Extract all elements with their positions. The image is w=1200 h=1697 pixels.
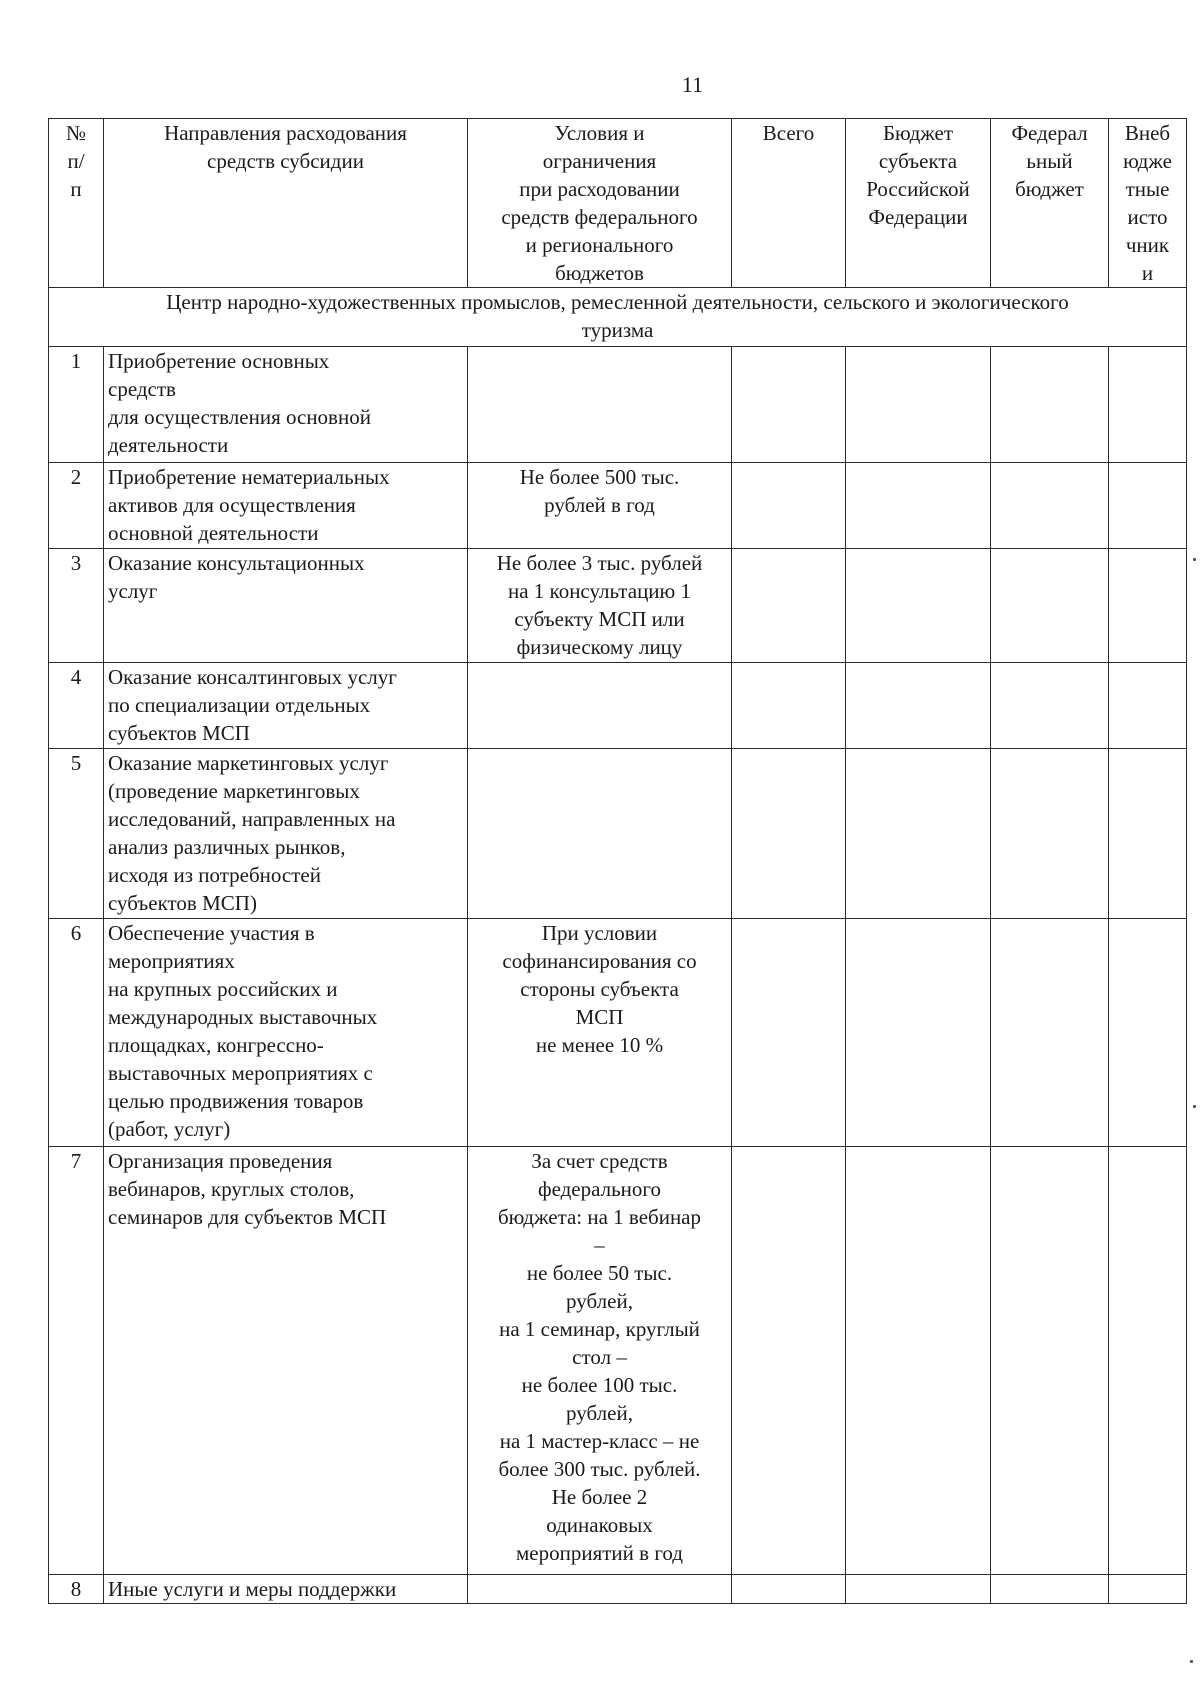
- row-extrabudgetary: [1109, 1575, 1187, 1604]
- row-direction: Оказание маркетинговых услуг (проведение маркетинговых исследований, направленных на анализ различных рынков, исходя из потребностей субъектов МСП): [104, 749, 468, 919]
- subsidy-expenditure-table: [48, 118, 1187, 1604]
- table-row: [49, 463, 1187, 549]
- row-extrabudgetary: [1109, 663, 1187, 749]
- row-number: 6: [49, 919, 104, 1147]
- row-federal-budget: [991, 549, 1109, 663]
- row-total: [732, 463, 846, 549]
- section-title: Центр народно-художественных промыслов, ремесленной деятельности, сельского и экологического туризма: [49, 288, 1187, 347]
- row-federal-budget: [991, 347, 1109, 463]
- header-regional-budget: Бюджет субъекта Российской Федерации: [846, 119, 991, 288]
- row-federal-budget: [991, 1147, 1109, 1575]
- row-total: [732, 663, 846, 749]
- row-regional-budget: [846, 549, 991, 663]
- section-row: [49, 288, 1187, 347]
- row-total: [732, 347, 846, 463]
- row-direction: Иные услуги и меры поддержки: [104, 1575, 468, 1604]
- row-number: 5: [49, 749, 104, 919]
- scan-speck: [1190, 1660, 1193, 1663]
- header-conditions: Условия и ограничения при расходовании средств федерального и регионального бюджетов: [468, 119, 732, 288]
- header-direction: Направления расходования средств субсидии: [104, 119, 468, 288]
- table-row: [49, 919, 1187, 1147]
- row-extrabudgetary: [1109, 1147, 1187, 1575]
- row-federal-budget: [991, 663, 1109, 749]
- row-regional-budget: [846, 749, 991, 919]
- row-number: 8: [49, 1575, 104, 1604]
- header-number: № п/ п: [49, 119, 104, 288]
- row-conditions: [468, 663, 732, 749]
- row-direction: Оказание консалтинговых услуг по специализации отдельных субъектов МСП: [104, 663, 468, 749]
- row-extrabudgetary: [1109, 549, 1187, 663]
- row-regional-budget: [846, 1147, 991, 1575]
- table-row: [49, 749, 1187, 919]
- row-direction: Обеспечение участия в мероприятиях на крупных российских и международных выставочных площадках, конгрессно- выставочных мероприятиях с целью продвижения товаров (работ, услуг): [104, 919, 468, 1147]
- row-extrabudgetary: [1109, 347, 1187, 463]
- row-total: [732, 919, 846, 1147]
- row-regional-budget: [846, 347, 991, 463]
- table-row: [49, 663, 1187, 749]
- row-federal-budget: [991, 749, 1109, 919]
- page-number: 11: [681, 72, 704, 97]
- row-regional-budget: [846, 663, 991, 749]
- table-row: [49, 1575, 1187, 1604]
- row-federal-budget: [991, 1575, 1109, 1604]
- header-extrabudgetary: Внеб юдже тные исто чник и: [1109, 119, 1187, 288]
- row-number: 4: [49, 663, 104, 749]
- row-number: 1: [49, 347, 104, 463]
- row-regional-budget: [846, 919, 991, 1147]
- row-extrabudgetary: [1109, 749, 1187, 919]
- row-federal-budget: [991, 919, 1109, 1147]
- row-federal-budget: [991, 463, 1109, 549]
- row-conditions: [468, 749, 732, 919]
- row-number: 7: [49, 1147, 104, 1575]
- row-regional-budget: [846, 1575, 991, 1604]
- row-conditions: При условии софинансирования со стороны субъекта МСП не менее 10 %: [468, 919, 732, 1147]
- row-conditions: Не более 500 тыс. рублей в год: [468, 463, 732, 549]
- row-direction: Приобретение нематериальных активов для осуществления основной деятельности: [104, 463, 468, 549]
- row-conditions: Не более 3 тыс. рублей на 1 консультацию 1 субъекту МСП или физическому лицу: [468, 549, 732, 663]
- row-extrabudgetary: [1109, 919, 1187, 1147]
- header-federal-budget: Федерал ьный бюджет: [991, 119, 1109, 288]
- header-total: Всего: [732, 119, 846, 288]
- table-row: [49, 549, 1187, 663]
- row-total: [732, 749, 846, 919]
- row-number: 2: [49, 463, 104, 549]
- row-direction: Организация проведения вебинаров, круглых столов, семинаров для субъектов МСП: [104, 1147, 468, 1575]
- row-regional-budget: [846, 463, 991, 549]
- scan-speck: [1193, 558, 1196, 561]
- header-row: [49, 119, 1187, 288]
- row-extrabudgetary: [1109, 463, 1187, 549]
- row-conditions: [468, 1575, 732, 1604]
- table-row: [49, 347, 1187, 463]
- row-conditions: [468, 347, 732, 463]
- row-total: [732, 1147, 846, 1575]
- row-direction: Приобретение основных средств для осуществления основной деятельности: [104, 347, 468, 463]
- row-direction: Оказание консультационных услуг: [104, 549, 468, 663]
- row-total: [732, 1575, 846, 1604]
- row-total: [732, 549, 846, 663]
- scan-speck: [1193, 1105, 1196, 1108]
- table-row: [49, 1147, 1187, 1575]
- row-number: 3: [49, 549, 104, 663]
- row-conditions: За счет средств федерального бюджета: на 1 вебинар – не более 50 тыс. рублей, на 1 семинар, круглый стол – не более 100 тыс. рублей, на 1 мастер-класс – не более 300 тыс. рублей. Не более 2 одинаковых мероприятий в год: [468, 1147, 732, 1575]
